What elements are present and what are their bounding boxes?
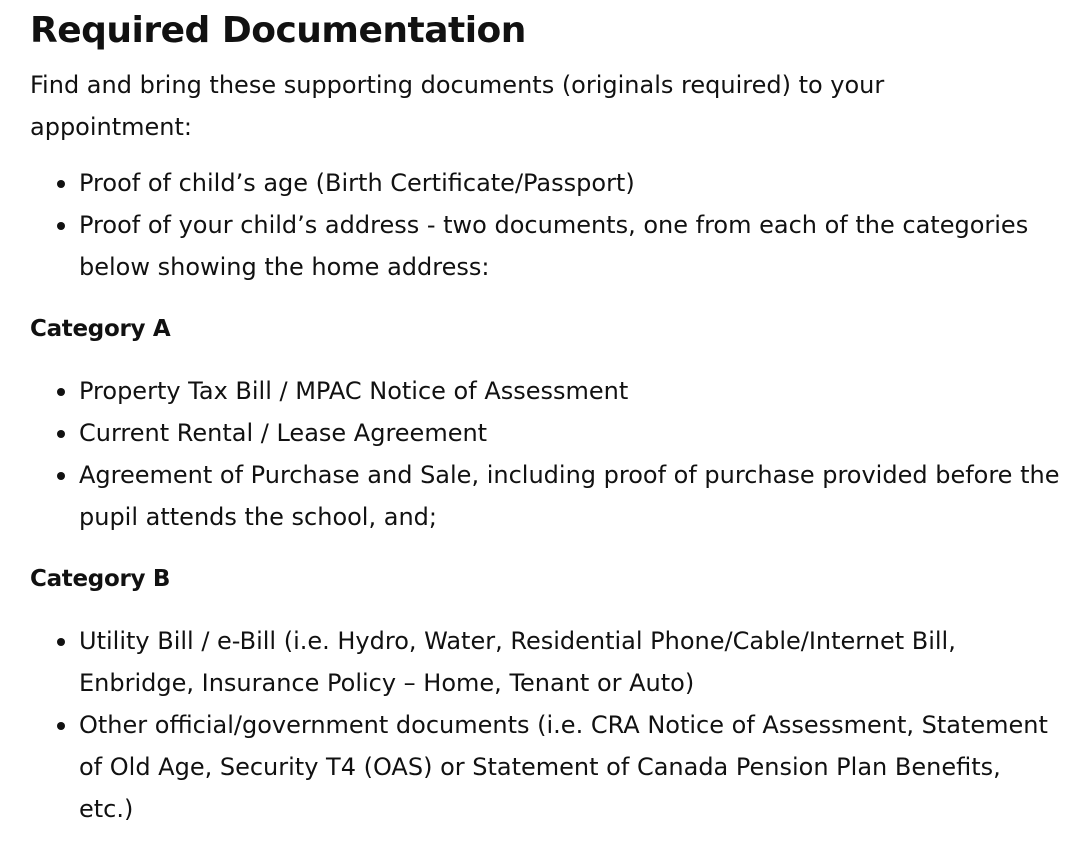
category-a-list	[30, 370, 1060, 538]
list-item: Utility Bill / e-Bill (i.e. Hydro, Water, Residential Phone/Cable/Internet Bill, Enbridge, Insurance Policy – Home, Tenant or Auto)	[79, 620, 1060, 704]
list-item: Property Tax Bill / MPAC Notice of Assessment	[79, 370, 1060, 412]
list-item-proof-of-address: Proof of your child’s address - two documents, one from each of the categories below showing the home address:	[79, 204, 1060, 288]
list-item: Agreement of Purchase and Sale, including proof of purchase provided before the pupil attends the school, and;	[79, 454, 1060, 538]
page-title: Required Documentation	[30, 10, 526, 51]
list-item: Other official/government documents (i.e. CRA Notice of Assessment, Statement of Old Age, Security T4 (OAS) or Statement of Canada Pension Plan Benefits, etc.)	[79, 704, 1060, 830]
category-b-heading: Category B	[30, 566, 171, 592]
list-item-proof-of-age: Proof of child’s age (Birth Certificate/Passport)	[79, 162, 1060, 204]
list-item: Current Rental / Lease Agreement	[79, 412, 1060, 454]
required-documentation-section	[30, 6, 1060, 830]
category-a-heading: Category A	[30, 316, 171, 342]
category-b-list	[30, 620, 1060, 830]
intro-text: Find and bring these supporting documents (originals required) to your appointment:	[30, 71, 885, 141]
documents-list	[30, 162, 1060, 288]
